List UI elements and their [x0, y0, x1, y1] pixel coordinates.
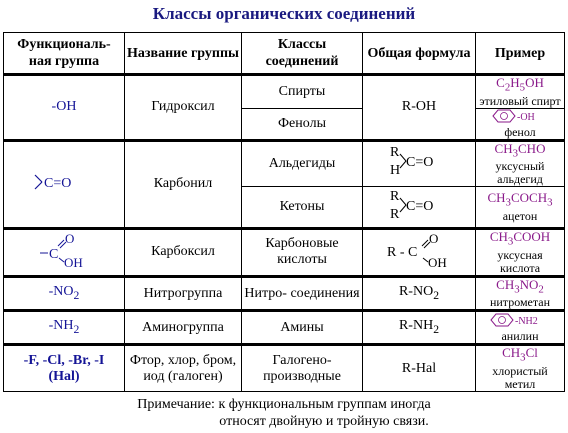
header-group: Функциональ- ная группа — [4, 33, 125, 75]
acetic-acid-name: уксусная кислота — [497, 247, 543, 275]
example-acetone — [476, 187, 565, 229]
ethanol-name: этиловый спирт — [479, 93, 561, 108]
formula-hydroxyl: R-OH — [363, 75, 476, 141]
footnote — [0, 396, 568, 430]
halogen-abbrev: (Hal) — [48, 368, 80, 384]
table-row-carboxyl — [4, 229, 565, 277]
carboxyl-formula-icon — [379, 231, 459, 269]
benzene-ring-icon — [487, 313, 553, 327]
methyl-chloride-name: хлористый метил — [492, 363, 548, 391]
carboxyl-oh: OH — [64, 254, 83, 269]
formula-aldehyde — [363, 140, 476, 187]
table-row-hydroxyl — [4, 75, 565, 109]
name-carbonyl: Карбонил — [125, 140, 242, 229]
footnote-line-2: относят двойную и тройную связи. — [219, 414, 429, 429]
aldehyde-h: H — [390, 163, 401, 179]
class-amines: Амины — [242, 311, 363, 345]
acetaldehyde-formula: $CH_3CHO$ — [494, 140, 546, 160]
name-amino: Аминогруппа — [125, 311, 242, 345]
formula-nitro: $R-NO_2$ — [363, 276, 476, 311]
formula-amino: $R-NH_2$ — [363, 311, 476, 345]
benzene-ring-icon — [489, 109, 551, 123]
aniline-structure — [478, 313, 562, 330]
name-nitro: Нитрогруппа — [125, 276, 242, 311]
formula-halogen: R-Hal — [363, 345, 476, 392]
phenol-name: фенол — [504, 124, 536, 139]
example-phenol — [476, 108, 565, 140]
class-phenols: Фенолы — [242, 108, 363, 140]
table-row-carbonyl — [4, 140, 565, 187]
class-nitro-compounds: Нитро- соединения — [242, 276, 363, 311]
group-carbonyl — [4, 140, 125, 229]
example-acetaldehyde — [476, 140, 565, 187]
class-aldehydes: Альдегиды — [242, 140, 363, 187]
ketone-r2: R — [390, 206, 400, 222]
carboxyl-formula-o: O — [429, 230, 439, 246]
carboxyl-o: O — [65, 230, 75, 246]
phenol-structure — [478, 109, 562, 126]
phenol-group: -OH — [517, 111, 535, 123]
table-row-halogen — [4, 345, 565, 392]
acetaldehyde-name: уксусный альдегид — [495, 159, 545, 187]
header-row — [4, 33, 565, 75]
example-methyl-chloride — [476, 345, 565, 392]
class-alcohols: Спирты — [242, 75, 363, 109]
table-row-nitro — [4, 276, 565, 311]
footnote-line-1: Примечание: к функциональным группам иногда — [137, 397, 431, 412]
header-example: Пример — [476, 33, 565, 75]
ketone-co: C=O — [406, 198, 434, 214]
aldehyde-r: R — [390, 145, 400, 161]
header-formula: Общая формула — [363, 33, 476, 75]
class-halogen-derivatives: Галогено- производные — [242, 345, 363, 392]
class-carboxylic-acids: Карбоновые кислоты — [242, 229, 363, 277]
organic-classes-table — [3, 32, 565, 392]
group-hydroxyl: -OH — [4, 75, 125, 141]
header-name: Название группы — [125, 33, 242, 75]
example-aniline — [476, 311, 565, 345]
methyl-chloride-formula: $CH_3Cl$ — [502, 345, 538, 364]
name-carboxyl: Карбоксил — [125, 229, 242, 277]
page-title: Классы органических соединений — [152, 4, 416, 23]
aniline-group: -NH2 — [515, 315, 538, 327]
halogen-list: -F, -Cl, -Br, -I — [23, 352, 105, 368]
carboxyl-c: C — [49, 246, 59, 262]
header-classes: Классы соединений — [242, 33, 363, 75]
group-amino: $-NH_2$ — [4, 311, 125, 345]
acetone-name: ацетон — [502, 208, 538, 223]
ethanol-formula: $C_2H_5OH$ — [496, 75, 544, 94]
group-nitro: $-NO_2$ — [4, 276, 125, 311]
aldehyde-formula-icon — [384, 144, 454, 178]
name-hydroxyl: Гидроксил — [125, 75, 242, 141]
acetone-formula: $CH_3COCH_3$ — [487, 190, 553, 209]
ketone-formula-icon — [384, 188, 454, 222]
table-row-amino — [4, 311, 565, 345]
example-ethanol — [476, 75, 565, 109]
group-carboxyl — [4, 229, 125, 277]
formula-carboxyl — [363, 229, 476, 277]
example-nitromethane — [476, 276, 565, 311]
acetic-acid-formula: $CH_3COOH$ — [489, 229, 551, 248]
ketone-r1: R — [390, 188, 400, 204]
nitromethane-formula: $CH_3NO_2$ — [496, 276, 544, 296]
class-ketones: Кетоны — [242, 187, 363, 229]
name-halogen: Фтор, хлор, бром, иод (галоген) — [125, 345, 242, 392]
aniline-name: анилин — [501, 328, 539, 343]
carbonyl-structure-icon — [29, 170, 99, 194]
aldehyde-co: C=O — [406, 155, 434, 171]
formula-ketone — [363, 187, 476, 229]
nitromethane-name: нитрометан — [489, 295, 551, 310]
carbonyl-group: C=O — [44, 175, 72, 191]
carboxyl-structure-icon — [32, 231, 96, 269]
carboxyl-formula-r: R - C — [387, 244, 418, 260]
example-acetic-acid — [476, 229, 565, 277]
group-halogen — [4, 345, 125, 392]
carboxyl-formula-oh: OH — [428, 254, 447, 269]
